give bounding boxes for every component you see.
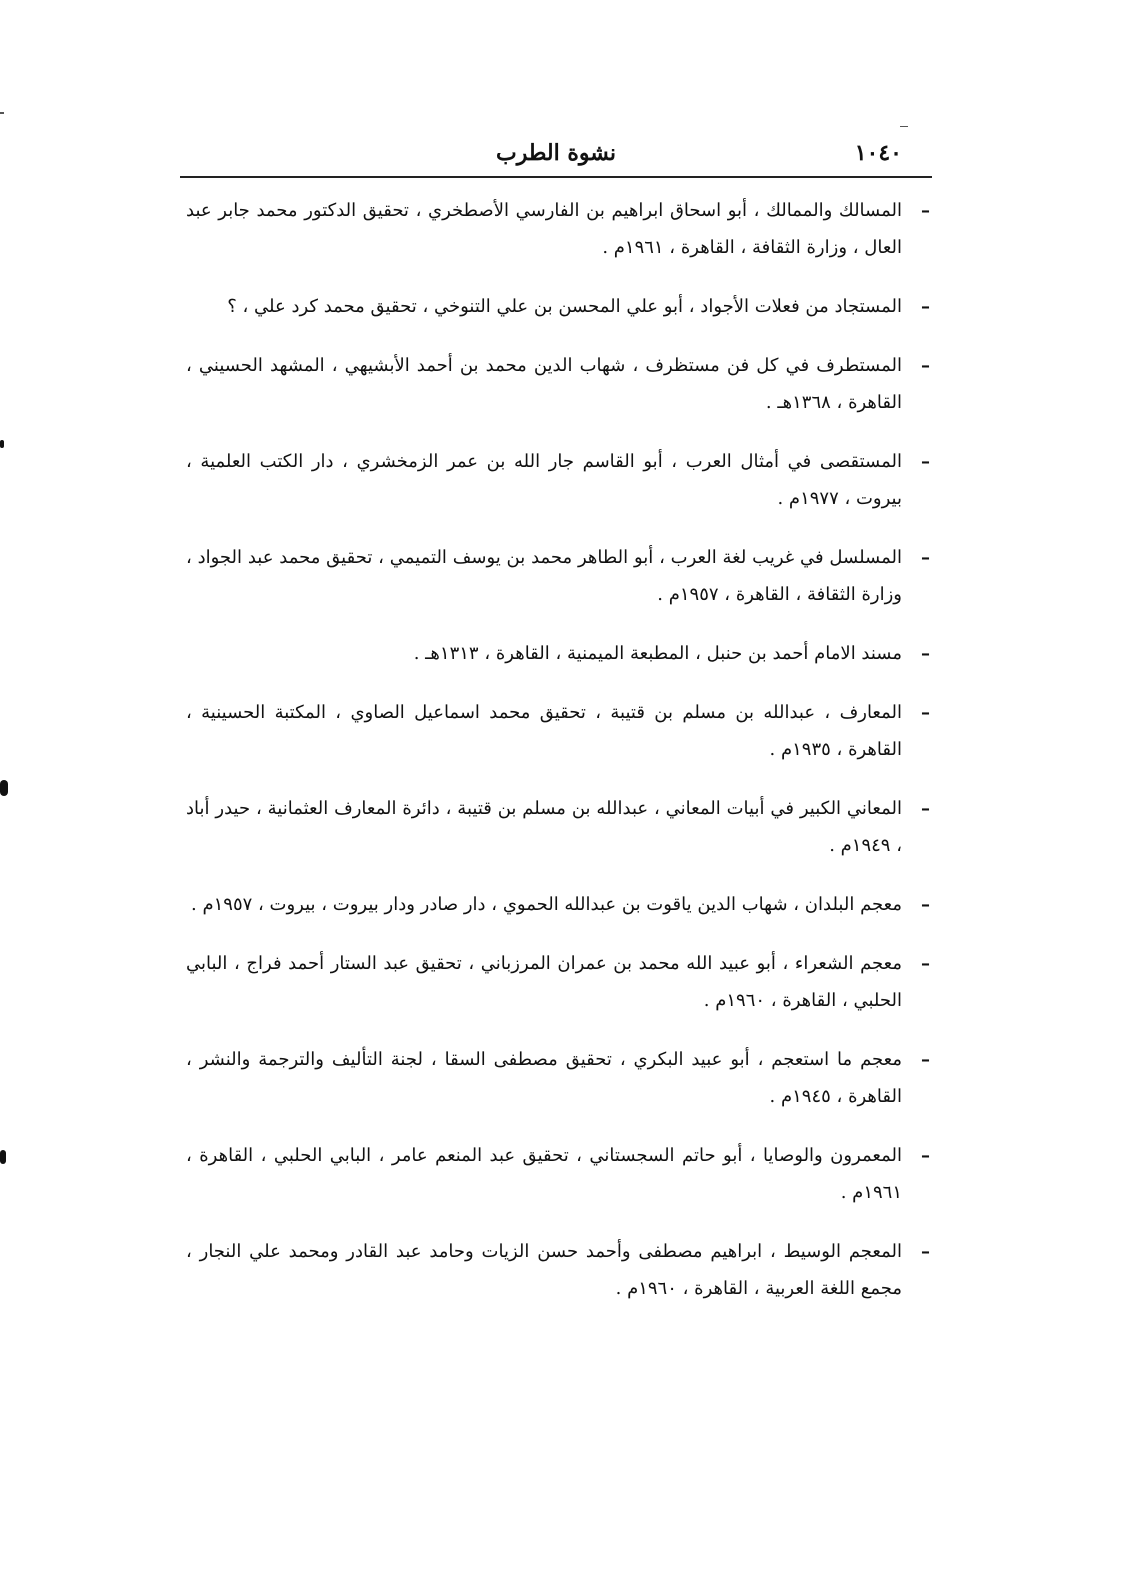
entry-text: المستقصى في أمثال العرب ، أبو القاسم جار الله بن عمر الزمخشري ، دار الكتب العلمية ، بيروت ، ١٩٧٧م . (186, 451, 902, 509)
entry-text: المعاني الكبير في أبيات المعاني ، عبدالله بن مسلم بن قتيبة ، دائرة المعارف العثمانية ، حيدر أباد ، ١٩٤٩م . (186, 798, 902, 856)
scan-speck (0, 112, 4, 114)
entry-text: المعارف ، عبدالله بن مسلم بن قتيبة ، تحقيق محمد اسماعيل الصاوي ، المكتبة الحسينية ، القاهرة ، ١٩٣٥م . (186, 702, 902, 760)
header-rule (180, 176, 932, 178)
entry-dash: – (921, 702, 930, 723)
scan-speck (900, 126, 908, 127)
running-title: نشوة الطرب (495, 140, 616, 166)
entry-dash: – (921, 798, 930, 819)
bibliography-entry (186, 1041, 932, 1115)
entry-dash: – (921, 894, 930, 915)
bibliography-entry (186, 1233, 932, 1307)
page-number: ١٠٤٠ (854, 140, 902, 166)
entry-text: معجم الشعراء ، أبو عبيد الله محمد بن عمران المرزباني ، تحقيق عبد الستار أحمد فراج ، البابي الحلبي ، القاهرة ، ١٩٦٠م . (186, 953, 902, 1011)
scan-speck (0, 1150, 6, 1164)
entry-dash: – (921, 953, 930, 974)
entry-dash: – (921, 200, 930, 221)
bibliography-entry (186, 790, 932, 864)
bibliography-entry (186, 1137, 932, 1211)
entry-dash: – (921, 296, 930, 317)
bibliography-entry (186, 694, 932, 768)
scan-speck (0, 440, 4, 448)
entry-dash: – (921, 451, 930, 472)
entry-text: المستطرف في كل فن مستظرف ، شهاب الدين محمد بن أحمد الأبشيهي ، المشهد الحسيني ، القاهرة ، ١٣٦٨هـ . (186, 355, 902, 413)
entry-text: المسالك والممالك ، أبو اسحاق ابراهيم بن الفارسي الأصطخري ، تحقيق الدكتور محمد جابر عبد العال ، وزارة الثقافة ، القاهرة ، ١٩٦١م . (186, 200, 902, 258)
entry-dash: – (921, 1049, 930, 1070)
entry-text: المستجاد من فعلات الأجواد ، أبو علي المحسن بن علي التنوخي ، تحقيق محمد كرد علي ، ؟ (227, 296, 902, 317)
bibliography-entry (186, 635, 932, 672)
entry-text: معجم ما استعجم ، أبو عبيد البكري ، تحقيق مصطفى السقا ، لجنة التأليف والترجمة والنشر ، القاهرة ، ١٩٤٥م . (186, 1049, 902, 1107)
bibliography-entry (186, 443, 932, 517)
bibliography-entry (186, 347, 932, 421)
bibliography-entry (186, 886, 932, 923)
bibliography-entry (186, 945, 932, 1019)
entry-dash: – (921, 355, 930, 376)
entry-dash: – (921, 643, 930, 664)
entry-text: معجم البلدان ، شهاب الدين ياقوت بن عبدالله الحموي ، دار صادر ودار بيروت ، بيروت ، ١٩٥٧م . (191, 894, 902, 915)
page-header (180, 136, 932, 172)
entry-dash: – (921, 1145, 930, 1166)
entry-dash: – (921, 1241, 930, 1262)
entry-text: المعمرون والوصايا ، أبو حاتم السجستاني ، تحقيق عبد المنعم عامر ، البابي الحلبي ، القاهرة ، ١٩٦١م . (186, 1145, 902, 1203)
entry-text: مسند الامام أحمد بن حنبل ، المطبعة الميمنية ، القاهرة ، ١٣١٣هـ . (413, 643, 902, 664)
bibliography-list (186, 192, 932, 1329)
entry-text: المسلسل في غريب لغة العرب ، أبو الطاهر محمد بن يوسف التميمي ، تحقيق محمد عبد الجواد ، وزارة الثقافة ، القاهرة ، ١٩٥٧م . (186, 547, 902, 605)
bibliography-entry (186, 288, 932, 325)
bibliography-entry (186, 192, 932, 266)
bibliography-entry (186, 539, 932, 613)
entry-dash: – (921, 547, 930, 568)
scan-speck (0, 780, 8, 796)
entry-text: المعجم الوسيط ، ابراهيم مصطفى وأحمد حسن الزيات وحامد عبد القادر ومحمد علي النجار ، مجمع اللغة العربية ، القاهرة ، ١٩٦٠م . (186, 1241, 902, 1299)
